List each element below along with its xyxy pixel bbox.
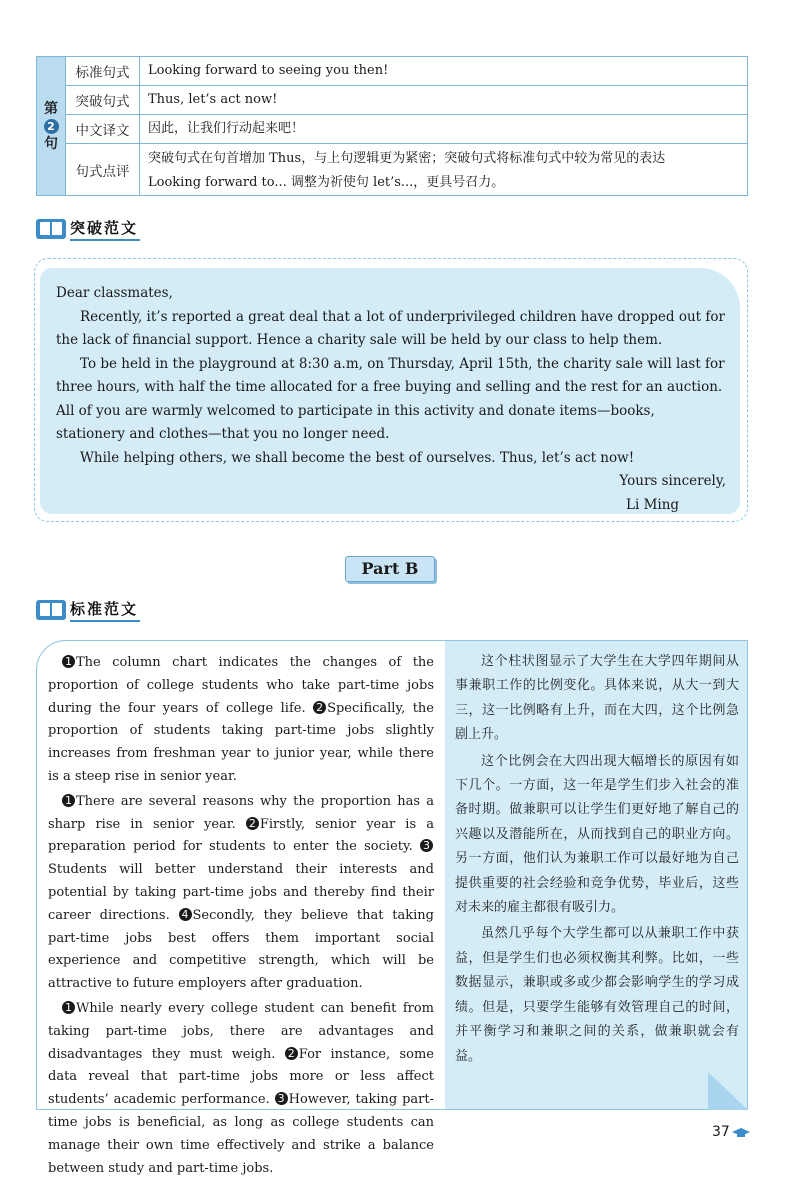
sentence: For instance, some data reveal that part-time jobs more or less affect students’ academic performance.: [48, 1046, 434, 1108]
row-header: 标准句式: [66, 57, 140, 85]
sentence: However, taking part-time jobs is beneficial, as long as college students can manage their own time effectively and strike a balance between study and part-time jobs.: [48, 1092, 434, 1176]
book-icon: [36, 600, 66, 620]
graduation-cap-icon: [732, 1128, 750, 1138]
essay-chinese: [455, 650, 739, 1071]
letter-signature: Li Ming: [626, 496, 680, 513]
translation-paragraph: 这个柱状图显示了大学生在大学四年期间从事兼职工作的比例变化。具体来说，从大一到大三，这一比例略有上升，而在大四，这个比例急剧上升。: [455, 654, 739, 743]
sentence: The column chart indicates the changes of the proportion of college students who take part-time jobs during the four years of college life.: [48, 655, 434, 716]
table-side-label: [37, 57, 66, 195]
sentence: Secondly, they believe that taking part-time jobs best offers them important social experience and competitive strength, which will be attractive to future employers after graduation.: [48, 907, 435, 992]
sentence-number: 4: [179, 908, 192, 921]
side-label-number: 2: [44, 119, 59, 134]
translation-paragraph: 这个比例会在大四出现大幅增长的原因有如下几个。一方面，这一年是学生们步入社会的准备时期。做兼职可以让学生们更好地了解自己的兴趣以及潜能所在，从而找到自己的职业方向。另一方面，他们认为兼职工作可以最好地为自己提供重要的社会经验和竞争优势，毕业后，这些对未来的雇主都很有吸引力。: [455, 753, 739, 916]
row-content: Looking forward to seeing you then!: [148, 63, 389, 78]
sentence-number: 3: [420, 839, 433, 852]
table-row: [66, 86, 747, 115]
table-row: [66, 115, 747, 144]
sentence-number: 1: [62, 655, 75, 668]
sentence-number: 1: [62, 794, 75, 807]
row-header: 突破句式: [66, 86, 140, 114]
sentence-number: 2: [313, 701, 326, 714]
sentence-number: 1: [62, 1001, 75, 1014]
sentence: Specifically, the proportion of students taking part-time jobs slightly increases from freshman year to junior year, while there is a steep rise in senior year.: [48, 700, 434, 784]
letter-body: [56, 282, 726, 517]
sentence-table: [36, 56, 748, 196]
sentence: There are several reasons why the proportion has a sharp rise in senior year.: [48, 793, 434, 832]
row-content-line: 突破句式在句首增加 Thus，与上句逻辑更为紧密；突破句式将标准句式中较为常见的表达: [148, 151, 666, 166]
section-heading-breakthrough: [36, 217, 140, 241]
essay-english: [48, 652, 434, 1182]
row-content: Thus, let’s act now!: [148, 92, 278, 107]
row-header: 中文译文: [66, 115, 140, 143]
part-b-label: Part B: [345, 556, 435, 582]
sentence-number: 3: [275, 1092, 288, 1105]
page-fold-corner: [708, 1072, 748, 1110]
sentence-number: 2: [246, 817, 259, 830]
section-heading-standard: [36, 598, 140, 622]
essay-paragraph: [48, 791, 434, 996]
sentence: Students will better understand their interests and potential by taking part-time jobs and thereby find their career directions.: [48, 862, 434, 923]
book-icon: [36, 219, 66, 239]
sentence: Firstly, senior year is a preparation period for students to enter the society.: [48, 816, 435, 855]
side-label-top: 第: [44, 100, 58, 117]
section-title: 标准范文: [70, 598, 140, 622]
letter-paragraph: Recently, it’s reported a great deal that a lot of underprivileged children have dropped out for the lack of financial support. Hence a charity sale will be held by our class to help them.: [56, 308, 725, 348]
row-content: 因此，让我们行动起来吧！: [148, 121, 305, 136]
section-title: 突破范文: [70, 217, 140, 241]
essay-paragraph: [48, 652, 434, 789]
translation-paragraph: 虽然几乎每个大学生都可以从兼职工作中获益，但是学生们也必须权衡其利弊。比如，一些数据显示，兼职或多或少都会影响学生的学习成绩。但是，只要学生能够有效管理自己的时间，并平衡学习和兼职之间的关系，做兼职就会有益。: [455, 926, 739, 1064]
letter-paragraph: To be held in the playground at 8:30 a.m, on Thursday, April 15th, the charity sale will last for three hours, with half the time allocated for a free buying and selling and the rest for an auction. All of you are warmly welcomed to participate in this activity and donate items—books, stationery and clothes—that you no longer need.: [56, 355, 725, 442]
essay-paragraph: [48, 998, 434, 1180]
letter-paragraph: While helping others, we shall become the best of ourselves. Thus, let’s act now!: [80, 449, 635, 466]
page-number: 37: [712, 1124, 730, 1140]
sentence-number: 2: [285, 1047, 298, 1060]
row-content: [140, 144, 747, 195]
row-header: 句式点评: [66, 144, 140, 195]
side-label-bottom: 句: [44, 135, 58, 152]
letter-salutation: Dear classmates,: [56, 285, 173, 301]
table-row: [66, 144, 747, 195]
table-row: [66, 57, 747, 86]
row-content-line: Looking forward to... 调整为祈使句 let’s...，更具号召力。: [148, 175, 505, 190]
letter-closing: Yours sincerely,: [619, 473, 726, 489]
sentence: While nearly every college student can benefit from taking part-time jobs, there are advantages and disadvantages they must weigh.: [48, 1000, 434, 1062]
